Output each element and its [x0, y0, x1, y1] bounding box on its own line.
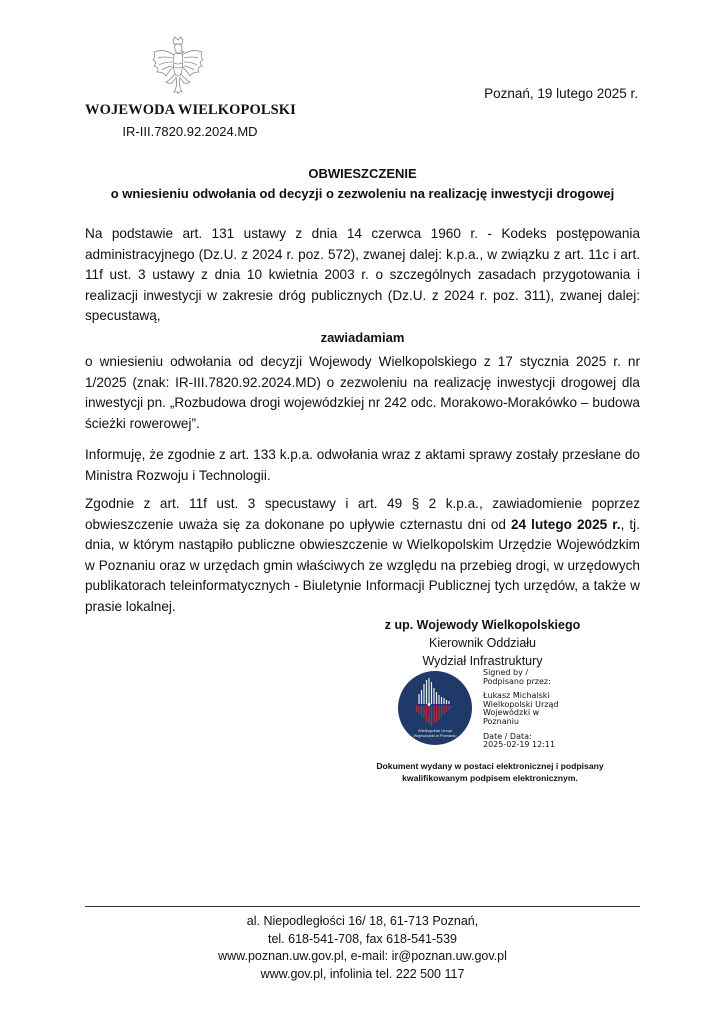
reference-number: IR-III.7820.92.2024.MD: [122, 124, 258, 139]
signer-org-line2: Wojewódzki w: [483, 708, 540, 718]
document-subheading: o wniesieniu odwołania od decyzji o zezwoleniu na realizację inwestycji drogowej: [110, 186, 615, 201]
office-seal-icon: [397, 670, 473, 746]
paragraph-text: [85, 494, 640, 617]
document-heading: OBWIESZCZENIE: [308, 166, 417, 181]
announcement-word: zawiadamiam: [320, 330, 405, 345]
paragraph-files-forwarded: [85, 445, 640, 486]
paragraph-text: Na podstawie art. 131 ustawy z dnia 14 czerwca 1960 r. - Kodeks postępowania administracyjnego (Dz.U. z 2024 r. poz. 572), zwanej dalej: k.p.a., w związku z art. 11c i art. 11f ust. 3 ustawy z dnia 10 kwietnia 2003 r. o szczególnych zasadach przygotowania i realizacji inwestycji w zakresie dróg publicznych (Dz.U. z 2024 r. poz. 311), zwanej dalej: specustawą,: [85, 226, 640, 323]
paragraph-notification-effective: [85, 494, 640, 617]
place-date: Poznań, 19 lutego 2025 r.: [484, 86, 638, 101]
signer-name: Łukasz Michalski: [483, 691, 550, 701]
signer-org-line3: Poznaniu: [483, 716, 519, 726]
paragraph-legal-basis: [85, 224, 640, 327]
date-label: Date / Data:: [483, 731, 532, 741]
signature-block: [370, 616, 595, 670]
footer-address: al. Niepodległości 16/ 18, 61-713 Poznań,: [246, 914, 479, 928]
signing-authority: z up. Wojewody Wielkopolskiego: [384, 618, 581, 632]
effective-date: 24 lutego 2025 r.: [511, 516, 621, 532]
signer-org-line1: Wielkopolski Urząd: [483, 699, 559, 709]
paragraph-appeal-details: [85, 352, 640, 434]
footer-gov-info: www.gov.pl, infolinia tel. 222 500 117: [260, 966, 465, 981]
paragraph-text-part: , tj. dnia, w którym nastąpiło publiczne obwieszczenie w Wielkopolskim Urzędzie Wojewódzkim w Poznaniu oraz w urzędach gmin właściwych ze względu na przebieg drogi, w urzędowych publikatorach teleinformatycznych - Biuletynie Informacji Publicznej tych urzędów, a także w prasie lokalnej.: [85, 516, 640, 614]
signer-position: Kierownik Oddziału: [429, 636, 536, 650]
polish-eagle-emblem-icon: [148, 36, 208, 98]
document-title-block: [85, 164, 640, 204]
footer-web-email: www.poznan.uw.gov.pl, e-mail: ir@poznan.uw.gov.pl: [218, 949, 507, 963]
paragraph-text: o wniesieniu odwołania od decyzji Wojewody Wielkopolskiego z 17 stycznia 2025 r. nr 1/2025 (znak: IR-III.7820.92.2024.MD) o zezwoleniu na realizację inwestycji drogowej dla inwestycji pn. „Rozbudowa drogi wojewódzkiej nr 242 odc. Morakowo-Morakówko – budowa ścieżki rowerowej”.: [85, 354, 640, 431]
signer-department: Wydział Infrastruktury: [422, 654, 543, 668]
electronic-signature-info: [483, 669, 558, 750]
footer-divider: [85, 906, 640, 907]
signed-by-label-pl: Podpisano przez:: [483, 676, 551, 686]
signature-date: 2025-02-19 12:11: [483, 740, 556, 750]
seal-text-line1: Wielkopolski Urząd: [417, 728, 453, 733]
electronic-document-disclaimer: Dokument wydany w postaci elektronicznej i podpisany kwalifikowanym podpisem elektronicznym.: [376, 761, 604, 783]
footer-phone-fax: tel. 618-541-708, fax 618-541-539: [267, 931, 458, 946]
paragraph-text: Informuję, że zgodnie z art. 133 k.p.a. odwołania wraz z aktami sprawy zostały przesłane do Ministra Rozwoju i Technologii.: [85, 447, 640, 483]
paragraph-text-part: Zgodnie z art. 11f ust. 3 specustawy i art. 49 § 2 k.p.a., zawiadomienie poprzez obwieszczenie uważa się za dokonane po upływie czternastu dni od: [85, 496, 640, 532]
seal-text-line2: Wojewódzki w Poznaniu: [413, 733, 457, 738]
signed-by-label-en: Signed by /: [483, 668, 529, 677]
footer-contact: [85, 913, 640, 983]
office-name: WOJEWODA WIELKOPOLSKI: [85, 102, 296, 118]
